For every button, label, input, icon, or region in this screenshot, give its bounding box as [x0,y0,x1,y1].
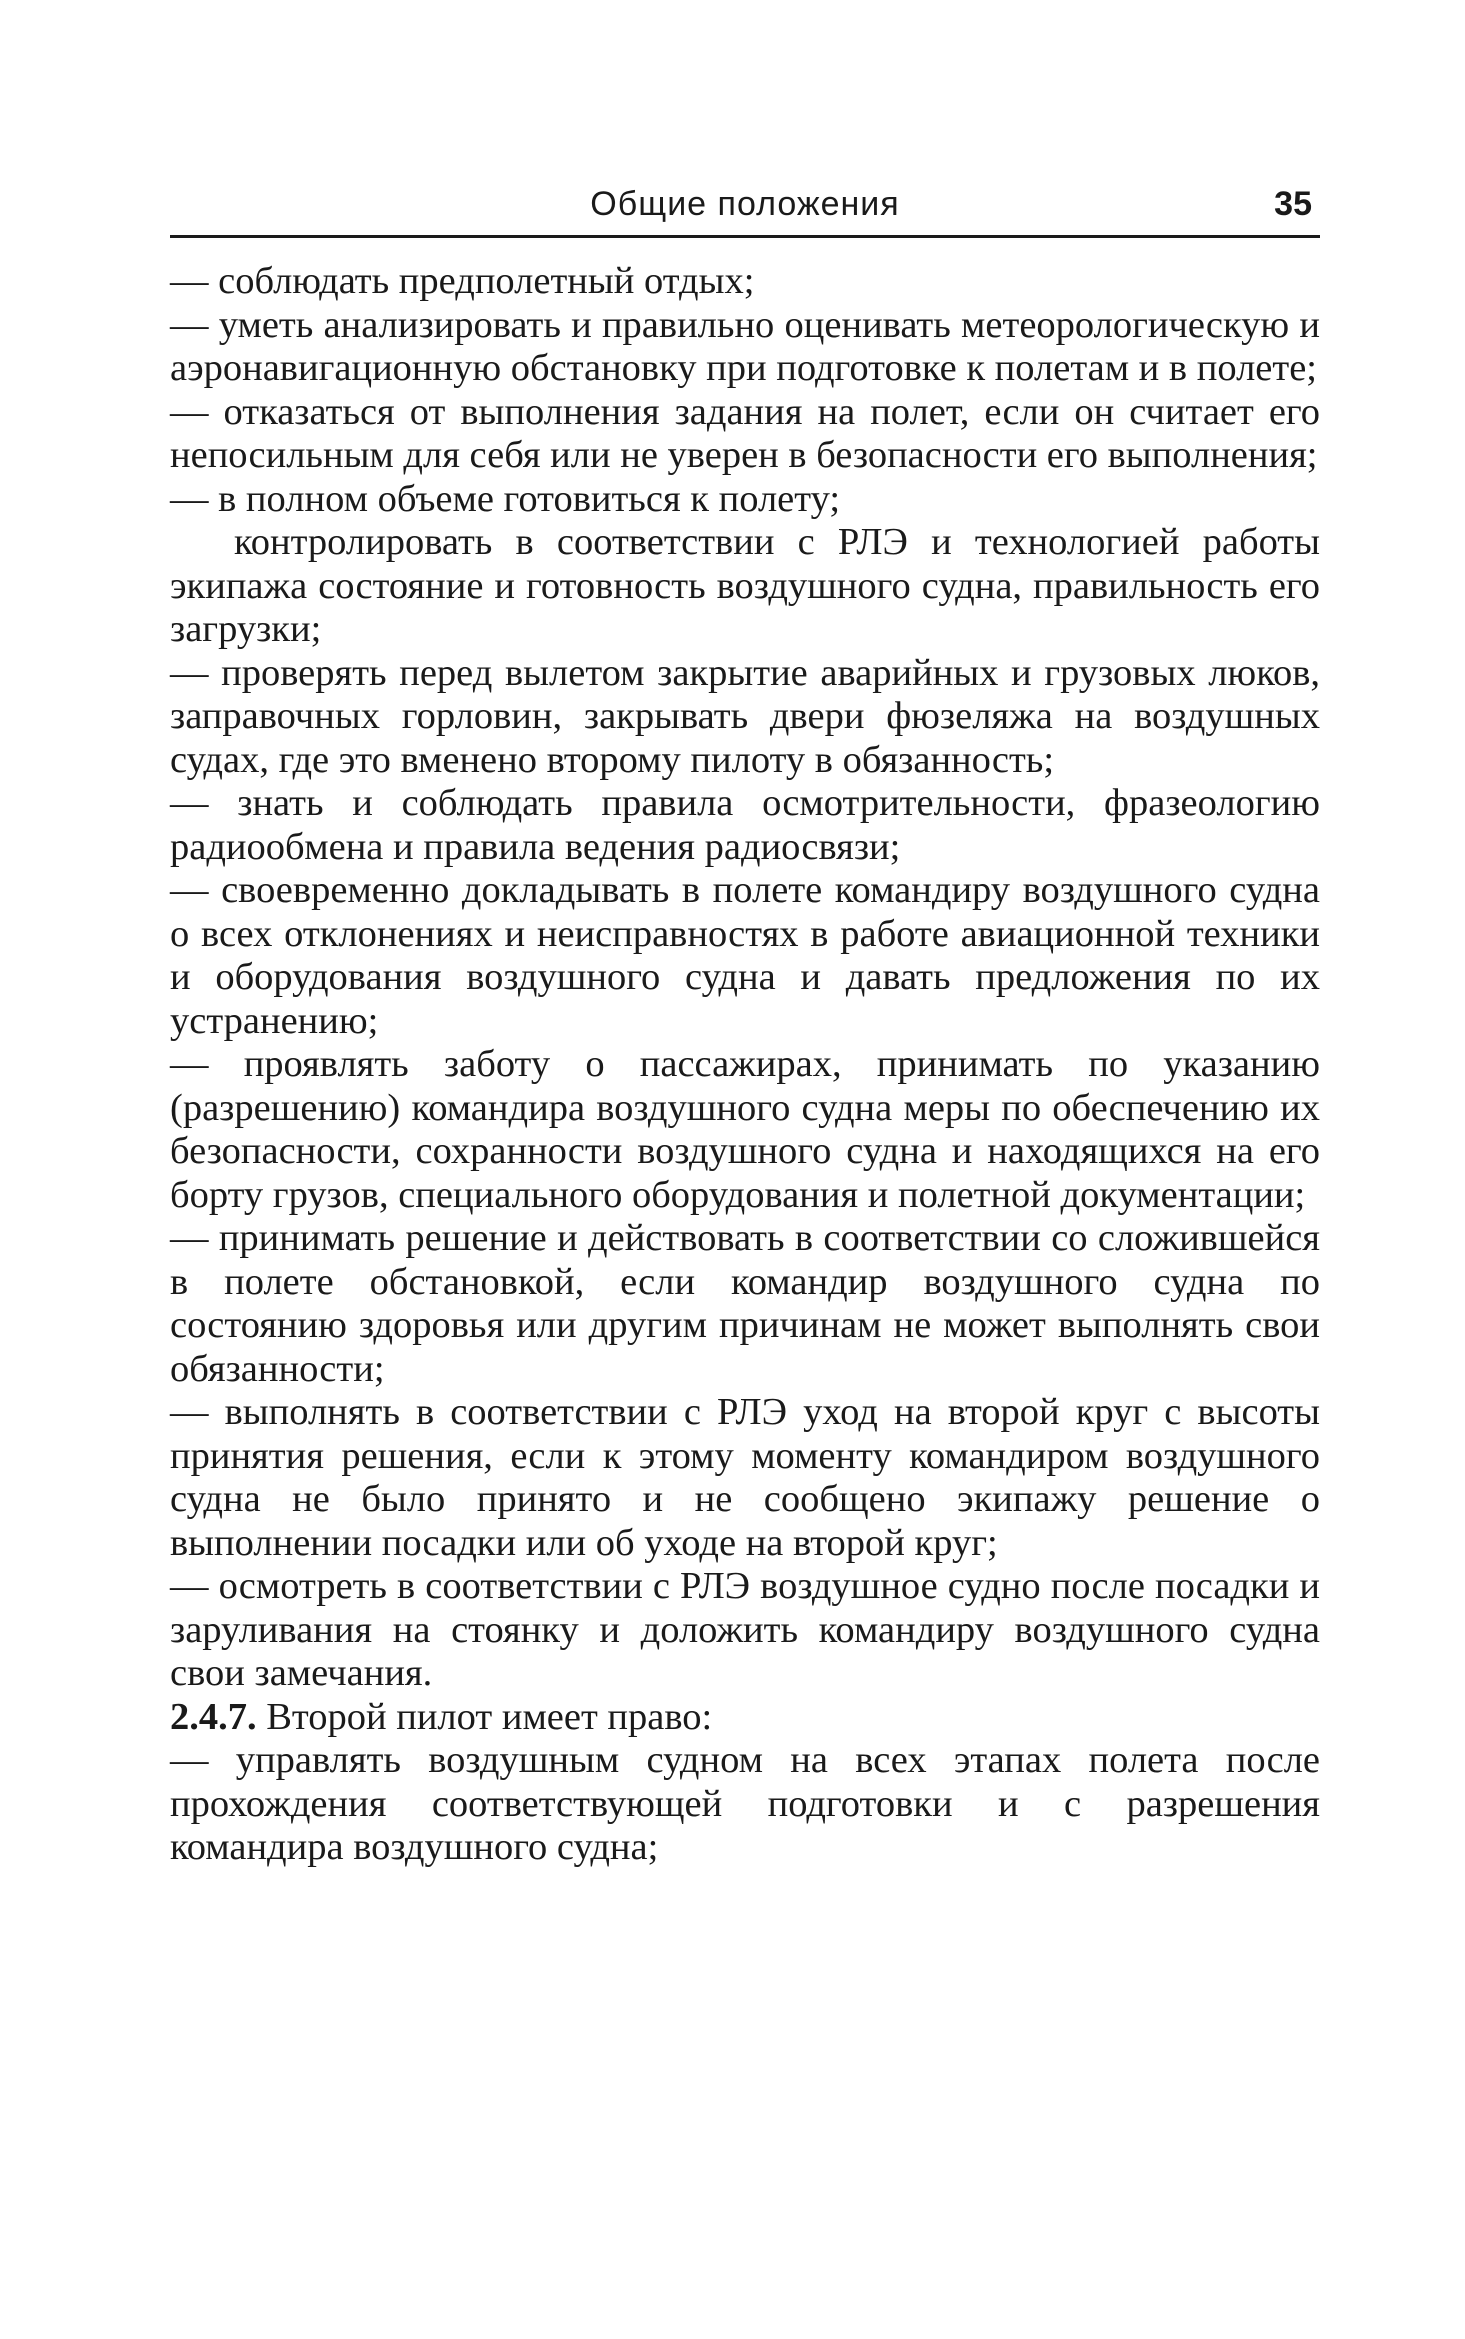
paragraph: — выполнять в соответствии с РЛЭ уход на второй круг с высоты принятия решения, если к этому моменту командиром воздушного судна не было принято и не сообщено экипажу решение о выполнении посадки или об уходе на второй круг; [170,1391,1320,1564]
document-page [170,185,1320,1870]
running-title: Общие положения [590,185,900,223]
body-text [170,260,1320,1870]
paragraph: — в полном объеме готовиться к полету; [170,477,841,520]
paragraph: — управлять воздушным судном на всех этапах полета после прохождения соответствующей подготовки и с разрешения командира воздушного судна; [170,1739,1320,1868]
paragraph: — уметь анализировать и правильно оценивать метеорологическую и аэронавигационную обстановку при подготовке к полетам и в полете; [170,303,1320,389]
running-header [170,185,1320,238]
paragraph: — знать и соблюдать правила осмотрительности, фразеологию радиообмена и правила ведения радиосвязи; [170,782,1320,868]
section-text: Второй пилот имеет право: [256,1695,713,1738]
paragraph: контролировать в соответствии с РЛЭ и технологией работы экипажа состояние и готовность воздушного судна, правильность его загрузки; [170,521,1320,650]
section-heading [170,1696,1320,1740]
paragraph: — соблюдать предполетный отдых; [170,260,755,302]
paragraph: — осмотреть в соответствии с РЛЭ воздушное судно после посадки и заруливания на стоянку и доложить командиру воздушного судна свои замечания. [170,1565,1320,1694]
page-number: 35 [1274,185,1312,223]
paragraph: — проверять перед вылетом закрытие аварийных и грузовых люков, заправочных горловин, закрывать двери фюзеляжа на воздушных судах, где это вменено второму пилоту в обязанность; [170,651,1320,781]
paragraph: — проявлять заботу о пассажирах, принимать по указанию (разрешению) командира воздушного судна меры по обеспечению их безопасности, сохранности воздушного судна и находящихся на его борту грузов, специального оборудования и полетной документации; [170,1043,1320,1216]
section-number: 2.4.7. [170,1695,257,1738]
paragraph: — принимать решение и действовать в соответствии со сложившейся в полете обстановкой, если командир воздушного судна по состоянию здоровья или другим причинам не может выполнять свои обязанности; [170,1217,1320,1390]
paragraph: — своевременно докладывать в полете командиру воздушного судна о всех отклонениях и неисправностях в работе авиационной техники и оборудования воздушного судна и давать предложения по их устранению; [170,869,1320,1042]
paragraph: — отказаться от выполнения задания на полет, если он считает его непосильным для себя или не уверен в безопасности его выполнения; [170,390,1320,476]
